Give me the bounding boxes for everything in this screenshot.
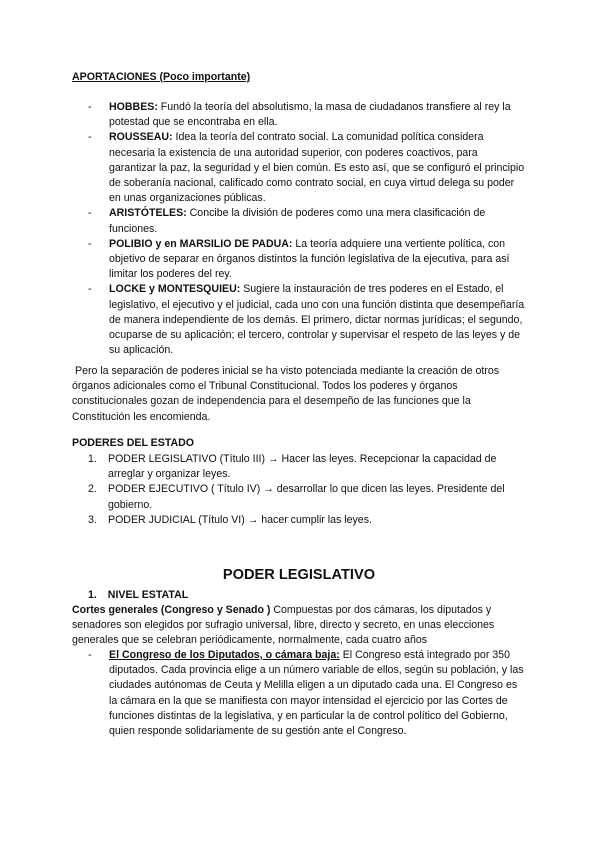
poderes-list <box>72 452 526 528</box>
item-label: ROUSSEAU: <box>109 131 173 144</box>
item-label: ARISTÓTELES: <box>109 207 187 220</box>
item-text: PODER EJECUTIVO ( Título IV) → desarrollar lo que dicen las leyes. Presidente del gobierno. <box>108 483 505 511</box>
item-text: La teoría adquiere una vertiente política, con objetivo de separar en órganos distintos la función legislativa de la ejecutiva, para así limitar los poderes del rey. <box>109 237 510 281</box>
item-label: LOCKE y MONTESQUIEU: <box>109 283 241 296</box>
item-number: 3. <box>88 513 97 526</box>
separacion-paragraph: Pero la separación de poderes inicial se ha visto potenciada mediante la creación de otros órganos adicionales como el Tribunal Constitucional. Todos los poderes y órganos constitucionales gozan de independencia para el desempeño de las funciones que la Constitución les encomienda. <box>72 365 500 423</box>
poderes-heading: PODERES DEL ESTADO <box>72 437 195 449</box>
item-text: Fundó la teoría del absolutismo, la masa de ciudadanos transfiere al rey la potestad que se encontraba en ella. <box>109 101 511 129</box>
cortes-text: Compuestas por dos cámaras, los diputados y senadores son elegidos por sufragio universal, libre, directo y secreto, en unas elecciones generales que se celebran periódicamente, normalmente, cada cuatro años <box>72 604 495 647</box>
item-text: PODER JUDICIAL (Título VI) → hacer cumplir las leyes. <box>108 513 372 526</box>
list-item <box>72 130 526 206</box>
section-title: PODER LEGISLATIVO <box>222 567 376 583</box>
item-text: Concibe la división de poderes como una mera clasificación de funciones. <box>109 207 486 235</box>
dash-bullet: - <box>88 237 92 250</box>
cortes-paragraph <box>72 603 526 649</box>
list-item <box>72 282 526 358</box>
congreso-label: El Congreso de los Diputados, o cámara baja: <box>109 649 340 661</box>
aportaciones-list <box>72 100 526 358</box>
level-number: 1. <box>88 589 97 601</box>
list-item <box>72 648 526 739</box>
item-number: 2. <box>88 483 97 496</box>
list-item <box>72 100 526 130</box>
dash-bullet: - <box>88 207 92 220</box>
list-item <box>72 452 526 482</box>
cortes-label: Cortes generales (Congreso y Senado ) <box>72 604 271 616</box>
list-item <box>72 206 526 236</box>
camaras-list <box>72 648 526 739</box>
dash-bullet: - <box>88 101 92 113</box>
item-text: Idea la teoría del contrato social. La comunidad política considera necesaria la existencia de una autoridad superior, con poderes coactivos, para garantizar la paz, la seguridad y el bien común. Es esto así, que se configuró el principio de soberanía nacional, calificado como contrato social, en cuya virtud delega su poder en unas organizaciones públicas. <box>109 131 525 205</box>
item-text: Sugiere la instauración de tres poderes en el Estado, el legislativo, el ejecutivo y el judicial, cada uno con una función distinta que desempeñaría de manera independiente de los demás. El primero, dictar normas jurídicas; el segundo, ocuparse de su aplicación; el tercero, controlar y supervisar el respeto de las leyes y de su aplicación. <box>109 283 525 357</box>
item-label: POLIBIO y en MARSILIO DE PADUA: <box>109 237 293 250</box>
list-item <box>72 237 526 283</box>
nivel-estatal-heading <box>88 588 188 603</box>
list-item <box>72 482 526 512</box>
list-item <box>72 513 526 528</box>
congreso-text: El Congreso está integrado por 350 diputados. Cada provincia elige a un número variable de ellos, según su población, y las ciudades autónomas de Ceuta y Melilla eligen a un diputado cada una. El Congreso es la cámara en la que se manifiesta con mayor intensidad el ejercicio por las Cortes de funciones distintas de la legislativa, y en particular la de control político del Gobierno, quien responde solidariamente de su gestión ante el Congreso. <box>109 649 524 738</box>
dash-bullet: - <box>88 649 92 661</box>
item-text: PODER LEGISLATIVO (Título III) → Hacer las leyes. Recepcionar la capacidad de arreglar y organizar leyes. <box>108 453 497 481</box>
aportaciones-heading: APORTACIONES (Poco importante) <box>72 71 251 83</box>
item-label: HOBBES: <box>109 101 158 113</box>
dash-bullet: - <box>88 131 92 144</box>
item-number: 1. <box>88 453 97 465</box>
dash-bullet: - <box>88 283 92 296</box>
level-label: NIVEL ESTATAL <box>107 589 189 601</box>
